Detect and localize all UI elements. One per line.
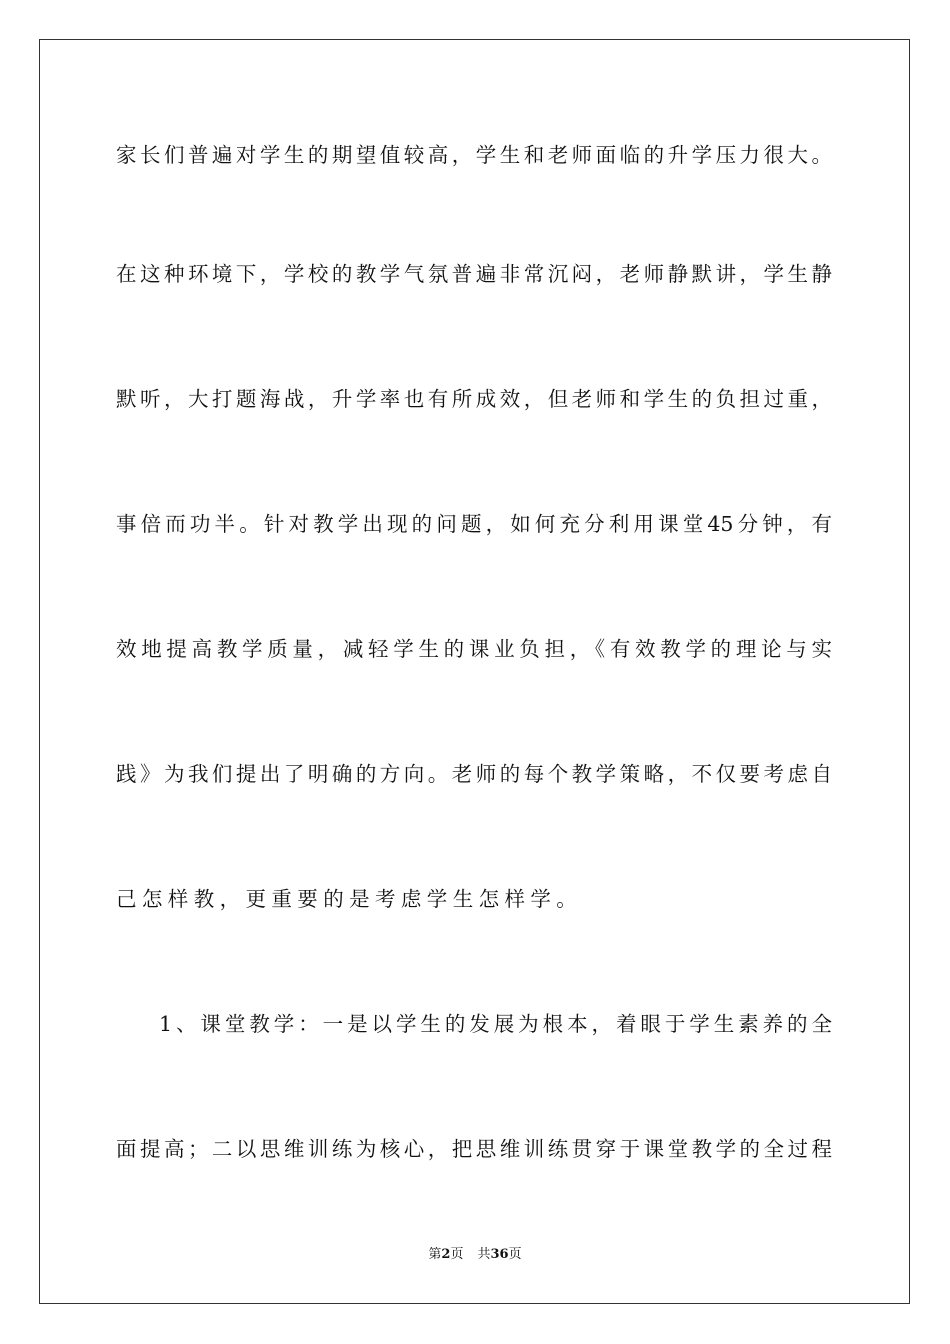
body-line-6: 践》为我们提出了明确的方向。老师的每个教学策略，不仅要考虑自 (116, 762, 832, 786)
page-border (39, 39, 910, 1304)
body-line-8: 1、课堂教学：一是以学生的发展为根本，着眼于学生素养的全 (159, 1012, 832, 1036)
footer-total-suffix: 页 (508, 1247, 522, 1262)
footer-page-prefix: 第 (428, 1247, 442, 1262)
body-line-2: 在这种环境下，学校的教学气氛普遍非常沉闷，老师静默讲，学生静 (116, 262, 832, 286)
body-line-3: 默听，大打题海战，升学率也有所成效，但老师和学生的负担过重， (116, 387, 832, 411)
body-line-9: 面提高；二以思维训练为核心，把思维训练贯穿于课堂教学的全过程 (116, 1137, 832, 1161)
page-footer (0, 1246, 950, 1264)
body-line-1: 家长们普遍对学生的期望值较高，学生和老师面临的升学压力很大。 (116, 143, 832, 167)
body-line-4: 事倍而功半。针对教学出现的问题，如何充分利用课堂45分钟，有 (116, 512, 832, 536)
footer-page-suffix: 页 (450, 1247, 464, 1262)
body-line-7: 己怎样教，更重要的是考虑学生怎样学。 (116, 887, 583, 911)
footer-page-number: 2 (441, 1247, 451, 1262)
footer-total-prefix: 共 (477, 1247, 491, 1262)
footer-total-pages: 36 (490, 1247, 509, 1262)
body-line-5: 效地提高教学质量，减轻学生的课业负担，《有效教学的理论与实 (116, 637, 832, 661)
